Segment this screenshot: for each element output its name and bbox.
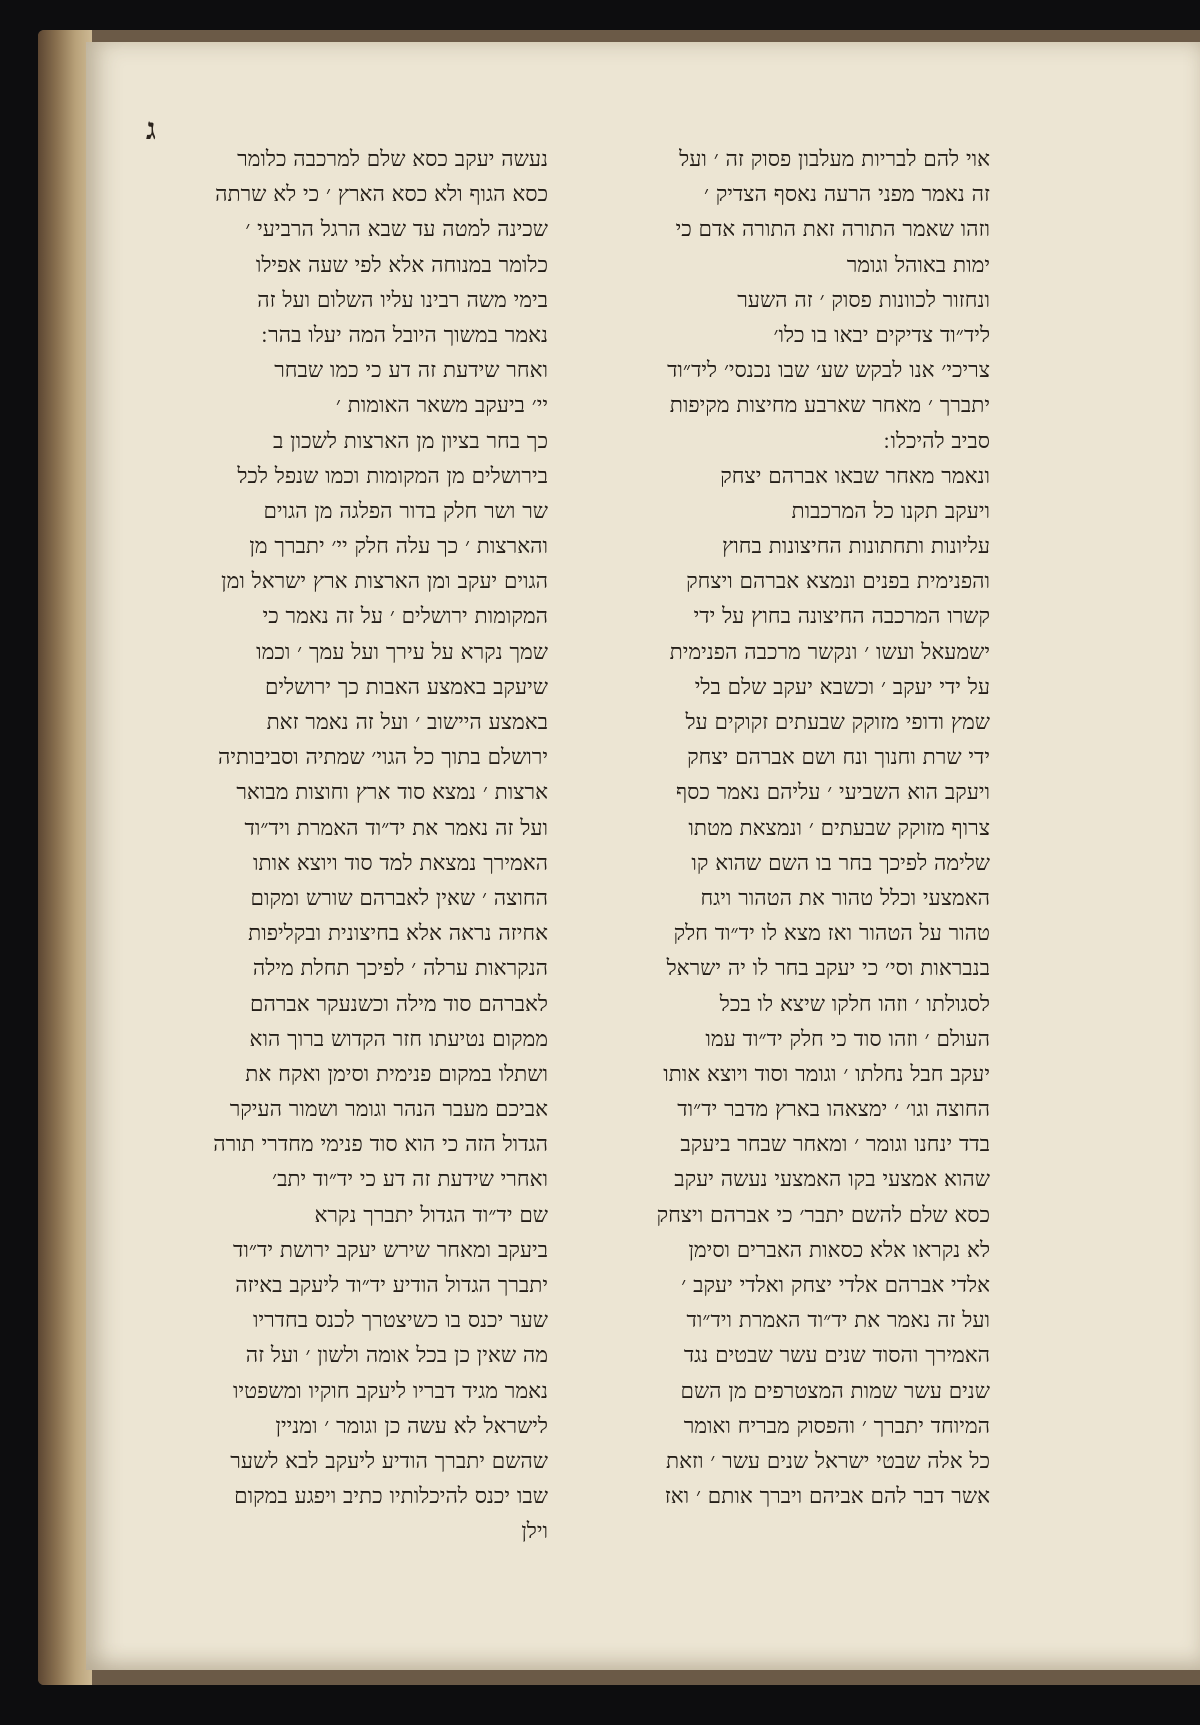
text-line: הגדול הזה כי הוא סוד פנימי מחדרי תורה <box>213 1132 548 1158</box>
text-line: בימי משה רבינו עליו השלום ועל זה <box>257 287 548 313</box>
text-line: האמירך והסוד שנים עשר שבטים נגד <box>683 1343 990 1369</box>
text-line: כל אלה שבטי ישראל שנים עשר ׳ וזאת <box>665 1448 990 1474</box>
text-line: שמץ ודופי מזוקק שבעתים זקוקים על <box>685 710 990 735</box>
text-line: ואחרי שידעת זה דע כי יד״וד יתב׳ <box>272 1167 548 1193</box>
text-line: ויעקב תקנו כל המרכבות <box>791 498 990 524</box>
text-line: כסא שלם להשם יתבר׳ כי אברהם ויצחק <box>656 1202 990 1228</box>
text-line: לסגולתו ׳ וזהו חלקו שיצא לו בכל <box>719 991 990 1017</box>
text-line: ממקום נטיעתו חזר הקדוש ברוך הוא <box>249 1026 548 1052</box>
text-line: שכינה למטה עד שבא הרגל הרביעי ׳ <box>245 217 548 243</box>
text-line: בירושלים מן המקומות וכמו שנפל לכל <box>237 463 548 489</box>
text-line: ישמעאל ועשו ׳ ונקשר מרכבה הפנימית <box>669 639 990 665</box>
text-line: שר ושר חלק בדור הפלגה מן הגוים <box>263 498 548 524</box>
page-edges <box>38 30 92 1685</box>
text-line: שבו יכנס להיכלותיו כתיב ויפגע במקום <box>234 1484 548 1510</box>
text-line: והפנימית בפנים ונמצא אברהם ויצחק <box>686 569 990 595</box>
text-line: כסא הגוף ולא כסא הארץ ׳ כי לא שרתה <box>215 182 548 208</box>
text-line: שמך נקרא על עירך ועל עמך ׳ וכמו <box>256 639 548 665</box>
text-line: אלדי אברהם אלדי יצחק ואלדי יעקב ׳ <box>681 1273 990 1298</box>
text-line: כלומר במנוחה אלא לפי שעה אפילו <box>255 252 548 278</box>
text-line: נאמר מגיד דבריו ליעקב חוקיו ומשפטיו <box>232 1378 548 1404</box>
text-line: נעשה יעקב כסא שלם למרכבה כלומר <box>237 147 548 172</box>
text-line: העולם ׳ וזהו סוד כי חלק יד״וד עמו <box>705 1026 990 1052</box>
text-line: שיעקב באמצע האבות כך ירושלים <box>264 674 548 700</box>
text-column-left <box>148 142 548 1550</box>
text-line: המקומות ירושלים ׳ על זה נאמר כי <box>262 604 548 630</box>
text-line: סביב להיכלו ׃ <box>883 428 990 454</box>
text-line: ושתלו במקום פנימית וסימן ואקח את <box>245 1061 548 1087</box>
text-line: ועל זה נאמר את יד״וד האמרת ויד״וד <box>244 815 548 841</box>
text-line: טהור על הטהור ואז מצא לו יד״וד חלק <box>673 921 990 947</box>
text-line: על ידי יעקב ׳ וכשבא יעקב שלם בלי <box>694 674 990 700</box>
text-line: שהשם יתברך הודיע ליעקב לבא לשער <box>230 1448 548 1474</box>
text-line: שער יכנס בו כשיצטרך לכנס בחדריו <box>252 1308 548 1334</box>
text-line: באמצע היישוב ׳ ועל זה נאמר זאת <box>266 710 548 735</box>
text-line: ונחזור לכוונות פסוק ׳ זה השער <box>737 287 990 313</box>
text-line: לאברהם סוד מילה וכשנעקר אברהם <box>250 991 548 1017</box>
text-line: אביכם מעבר הנהר וגומר ושמור העיקר <box>229 1097 548 1123</box>
text-line: בדד ינחנו וגומר ׳ ומאחר שבחר ביעקב <box>680 1132 990 1158</box>
text-line: שם יד״וד הגדול יתברך נקרא <box>314 1202 548 1228</box>
text-line: עליונות ותחתונות החיצונות בחוץ <box>722 534 990 560</box>
text-line: צריכי׳ אנו לבקש שע׳ שבו נכנסי׳ ליד״וד <box>667 358 990 384</box>
text-line: יתברך הגדול הודיע יד״וד ליעקב באיזה <box>235 1273 548 1298</box>
text-line: ירושלם בתוך כל הגוי׳ שמתיה וסביבותיה <box>217 745 548 771</box>
text-line: אשר דבר להם אביהם ויברך אותם ׳ ואז <box>664 1484 990 1510</box>
text-line: ונאמר מאחר שבאו אברהם יצחק <box>720 463 990 489</box>
text-line: הנקראות ערלה ׳ לפיכך תחלת מילה <box>252 956 548 982</box>
text-line: שהוא אמצעי בקו האמצעי נעשה יעקב <box>674 1167 990 1193</box>
text-line: לישראל לא עשה כן וגומר ׳ ומניין <box>275 1413 548 1439</box>
text-line: יעקב חבל נחלתו ׳ וגומר וסוד ויוצא אותו <box>663 1061 990 1087</box>
text-line: האמצעי וכלל טהור את הטהור ויגח <box>700 885 990 911</box>
text-line: ארצות ׳ נמצא סוד ארץ וחוצות מבואר <box>236 780 548 806</box>
text-line: החוצה וגו׳ ׳ ימצאהו בארץ מדבר יד״וד <box>677 1097 990 1123</box>
text-line: ימות באוהל וגומר <box>846 252 990 278</box>
text-line: לא נקראו אלא כסאות האברים וסימן <box>688 1237 990 1263</box>
text-line: יתברך ׳ מאחר שארבע מחיצות מקיפות <box>669 393 990 419</box>
text-line: ויעקב הוא השביעי ׳ עליהם נאמר כסף <box>675 780 990 806</box>
text-line: שלימה לפיכך בחר בו השם שהוא קו <box>691 850 990 876</box>
text-line: נאמר במשוך היובל המה יעלו בהר ׃ <box>261 322 548 348</box>
text-line: האמירך נמצאת למד סוד ויוצא אותו <box>253 850 548 876</box>
text-line: זה נאמר מפני הרעה נאסף הצדיק ׳ <box>703 182 990 208</box>
text-line: מה שאין כן בכל אומה ולשון ׳ ועל זה <box>245 1343 548 1369</box>
text-line: יי׳ ביעקב משאר האומות ׳ <box>335 393 548 419</box>
text-line: ועל זה נאמר את יד״וד האמרת ויד״וד <box>686 1308 990 1334</box>
text-line: קשרו המרכבה החיצונה בחוץ על ידי <box>693 604 990 630</box>
text-line: והארצות ׳ כך עלה חלק יי׳ יתברך מן <box>249 534 548 560</box>
text-line: אוי להם לבריות מעלבון פסוק זה ׳ ועל <box>679 147 990 172</box>
text-line: אחיזה נראה אלא בחיצונית ובקליפות <box>248 921 548 947</box>
text-line: המיוחד יתברך ׳ והפסוק מבריח ואומר <box>683 1413 990 1439</box>
text-line: וזהו שאמר התורה זאת התורה אדם כי <box>675 217 990 243</box>
text-line: ידי שרת וחנוך ונח ושם אברהם יצחק <box>687 745 990 771</box>
folio-number: ג <box>146 112 156 147</box>
text-line: החוצה ׳ שאין לאברהם שורש ומקום <box>250 885 548 911</box>
text-line: ואחר שידעת זה דע כי כמו שבחר <box>274 358 548 384</box>
text-line: הגוים יעקב ומן הארצות ארץ ישראל ומן <box>221 569 548 595</box>
text-line: בנבראות וסי׳ כי יעקב בחר לו יה ישראל <box>666 956 990 982</box>
text-line: וילן <box>521 1519 548 1545</box>
text-line: כך בחר בציון מן הארצות לשכון ב <box>272 428 548 454</box>
text-line: צרוף מזוקק שבעתים ׳ ונמצאת מטתו <box>688 815 990 841</box>
text-column-right <box>598 142 990 1514</box>
text-line: ליד״וד צדיקים יבאו בו כלו׳ <box>773 322 990 348</box>
text-line: ביעקב ומאחר שירש יעקב ירושת יד״וד <box>233 1237 548 1263</box>
text-line: שנים עשר שמות המצטרפים מן השם <box>680 1378 990 1404</box>
